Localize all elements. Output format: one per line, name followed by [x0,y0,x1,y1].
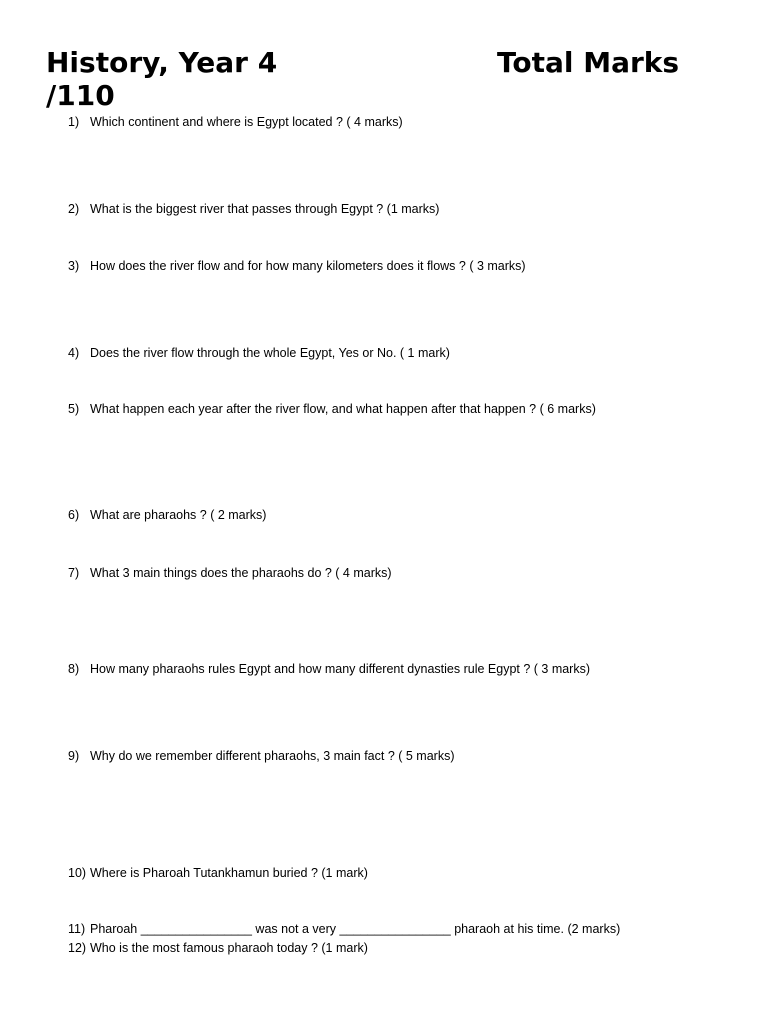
question-text: Why do we remember different pharaohs, 3 main fact ? ( 5 marks) [90,749,455,763]
question-1 [68,114,403,130]
question-8 [68,661,590,677]
question-number: 7) [68,566,80,580]
total-marks-label: Total Marks [497,46,680,79]
question-number: 10) [68,866,87,880]
question-text: Does the river flow through the whole Egypt, Yes or No. ( 1 mark) [90,346,450,360]
question-11 [68,921,620,937]
question-4 [68,345,450,361]
question-number: 3) [68,259,80,273]
question-number: 1) [68,115,80,129]
question-text: Where is Pharoah Tutankhamun buried ? (1 mark) [90,866,368,880]
total-marks-value: /110 [46,79,115,112]
question-text: What 3 main things does the pharaohs do ? ( 4 marks) [90,566,392,580]
question-3 [68,258,526,274]
question-number: 9) [68,749,80,763]
question-number: 5) [68,402,80,416]
question-number: 12) [68,941,87,955]
question-12 [68,940,368,956]
worksheet-title: History, Year 4 [46,46,278,79]
question-5 [68,401,596,417]
question-2 [68,201,439,217]
question-text: Pharoah ________________ was not a very ________________ pharaoh at his time. (2 marks) [90,922,621,936]
question-text: Who is the most famous pharaoh today ? (1 mark) [90,941,368,955]
question-text: Which continent and where is Egypt located ? ( 4 marks) [90,115,403,129]
question-text: How does the river flow and for how many kilometers does it flows ? ( 3 marks) [90,259,526,273]
question-6 [68,507,266,523]
question-number: 4) [68,346,80,360]
question-text: What is the biggest river that passes through Egypt ? (1 marks) [90,202,440,216]
question-10 [68,865,368,881]
question-number: 2) [68,202,80,216]
question-text: What are pharaohs ? ( 2 marks) [90,508,267,522]
question-text: How many pharaohs rules Egypt and how many different dynasties rule Egypt ? ( 3 marks) [90,662,591,676]
question-9 [68,748,455,764]
question-7 [68,565,392,581]
question-text: What happen each year after the river flow, and what happen after that happen ? ( 6 marks) [90,402,596,416]
question-number: 8) [68,662,80,676]
question-number: 6) [68,508,80,522]
question-number: 11) [68,922,86,936]
